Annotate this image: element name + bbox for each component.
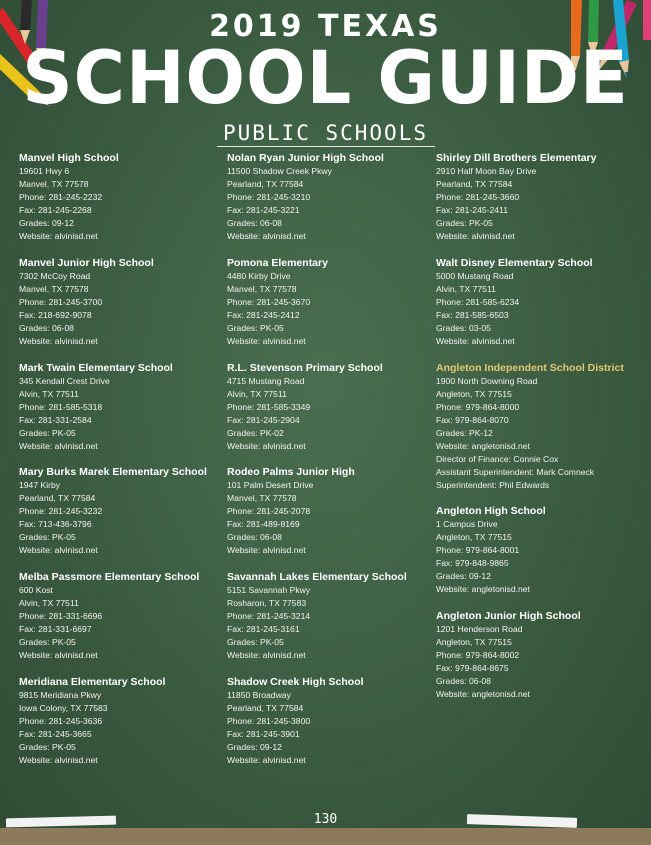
school-detail-line: Website: alvinisd.net bbox=[227, 545, 306, 555]
school-detail-line: Phone: 281-245-3232 bbox=[19, 506, 103, 516]
school-detail-line: Phone: 281-245-3636 bbox=[19, 716, 103, 726]
school-detail-line: Fax: 979-848-9865 bbox=[436, 558, 509, 568]
school-detail-line: Angleton, TX 77515 bbox=[436, 389, 512, 399]
school-name: Meridiana Elementary School bbox=[19, 676, 166, 688]
school-detail-line: Fax: 979-864-8675 bbox=[436, 663, 509, 673]
school-detail-line: Website: alvinisd.net bbox=[227, 755, 306, 765]
school-detail-line: Director of Finance: Connie Cox bbox=[436, 454, 559, 464]
school-detail-line: Fax: 281-245-3161 bbox=[227, 624, 300, 634]
guide-main-title: SCHOOL GUIDE bbox=[22, 34, 629, 122]
school-entry bbox=[19, 675, 224, 767]
school-detail-line: Fax: 281-331-2584 bbox=[19, 415, 92, 425]
school-detail-line: Fax: 281-245-3901 bbox=[227, 729, 300, 739]
school-name: Manvel High School bbox=[19, 152, 119, 164]
school-entry bbox=[436, 151, 641, 243]
school-detail-line: Phone: 281-245-2232 bbox=[19, 192, 103, 202]
school-detail-line: Phone: 281-585-3349 bbox=[227, 402, 311, 412]
school-detail-line: Fax: 979-864-8070 bbox=[436, 415, 509, 425]
school-detail-line: Website: angletonisd.net bbox=[436, 441, 530, 451]
school-name: Nolan Ryan Junior High School bbox=[227, 152, 384, 164]
school-detail-line: Angleton, TX 77515 bbox=[436, 532, 512, 542]
school-detail-line: Fax: 713-436-3796 bbox=[19, 519, 92, 529]
school-detail-line: Phone: 979-864-8000 bbox=[436, 402, 520, 412]
school-detail-line: Grades: 06-08 bbox=[227, 532, 282, 542]
school-detail-line: Phone: 281-245-3800 bbox=[227, 716, 311, 726]
school-detail-line: Fax: 281-489-8169 bbox=[227, 519, 300, 529]
school-entry bbox=[227, 361, 432, 453]
school-name: Melba Passmore Elementary School bbox=[19, 571, 200, 583]
page-number: 130 bbox=[313, 812, 338, 827]
school-detail-line: Website: alvinisd.net bbox=[19, 441, 98, 451]
school-detail-line: 101 Palm Desert Drive bbox=[227, 480, 314, 490]
school-detail-line: Website: alvinisd.net bbox=[19, 755, 98, 765]
school-detail-line: Alvin, TX 77511 bbox=[19, 598, 79, 608]
school-detail-line: Iowa Colony, TX 77583 bbox=[19, 703, 108, 713]
school-entry bbox=[227, 465, 432, 557]
school-name: Mark Twain Elementary School bbox=[19, 362, 173, 374]
school-detail-line: Phone: 281-245-3214 bbox=[227, 611, 311, 621]
school-detail-line: Manvel, TX 77578 bbox=[19, 179, 89, 189]
school-detail-line: 5151 Savannah Pkwy bbox=[227, 585, 311, 595]
school-name: Rodeo Palms Junior High bbox=[227, 466, 355, 478]
school-detail-line: Website: alvinisd.net bbox=[19, 545, 98, 555]
school-detail-line: Phone: 281-331-6696 bbox=[19, 611, 103, 621]
school-detail-line: Manvel, TX 77578 bbox=[227, 284, 297, 294]
school-detail-line: Rosharon, TX 77583 bbox=[227, 598, 307, 608]
school-detail-line: Assistant Superintendent: Mark Comneck bbox=[436, 467, 595, 477]
school-detail-line: Grades: 09-12 bbox=[19, 218, 74, 228]
school-name: R.L. Stevenson Primary School bbox=[227, 362, 383, 374]
school-detail-line: 1900 North Downing Road bbox=[436, 376, 538, 386]
school-detail-line: Alvin, TX 77511 bbox=[227, 389, 287, 399]
school-entry bbox=[19, 361, 224, 453]
school-detail-line: Website: alvinisd.net bbox=[19, 650, 98, 660]
school-detail-line: Manvel, TX 77578 bbox=[227, 493, 297, 503]
school-detail-line: Website: alvinisd.net bbox=[436, 336, 515, 346]
school-detail-line: Fax: 281-245-3665 bbox=[19, 729, 92, 739]
school-detail-line: Fax: 281-245-2412 bbox=[227, 310, 300, 320]
school-detail-line: Grades: PK-02 bbox=[227, 428, 284, 438]
school-entry bbox=[227, 570, 432, 662]
school-detail-line: 1 Campus Drive bbox=[436, 519, 498, 529]
school-entry bbox=[436, 609, 641, 701]
school-detail-line: Fax: 281-331-6697 bbox=[19, 624, 92, 634]
school-detail-line: 1947 Kirby bbox=[19, 480, 61, 490]
school-detail-line: Phone: 979-864-8002 bbox=[436, 650, 520, 660]
school-detail-line: 600 Kost bbox=[19, 585, 53, 595]
school-detail-line: Grades: PK-05 bbox=[227, 637, 284, 647]
school-detail-line: 9815 Meridiana Pkwy bbox=[19, 690, 102, 700]
school-detail-line: Grades: PK-05 bbox=[19, 428, 76, 438]
school-detail-line: Manvel, TX 77578 bbox=[19, 284, 89, 294]
school-entry bbox=[227, 675, 432, 767]
school-detail-line: Website: angletonisd.net bbox=[436, 689, 530, 699]
school-detail-line: Website: alvinisd.net bbox=[19, 231, 98, 241]
school-detail-line: Fax: 281-245-2268 bbox=[19, 205, 92, 215]
school-detail-line: Pearland, TX 77584 bbox=[227, 179, 304, 189]
school-entry bbox=[19, 151, 224, 243]
school-detail-line: Alvin, TX 77511 bbox=[19, 389, 79, 399]
school-detail-line: Grades: 09-12 bbox=[227, 742, 282, 752]
school-detail-line: Pearland, TX 77584 bbox=[227, 703, 304, 713]
school-detail-line: 7302 McCoy Road bbox=[19, 271, 91, 281]
school-detail-line: Website: alvinisd.net bbox=[436, 231, 515, 241]
guide-year-title: 2019 TEXAS bbox=[209, 9, 442, 44]
school-detail-line: Website: alvinisd.net bbox=[227, 231, 306, 241]
school-detail-line: 11500 Shadow Creek Pkwy bbox=[227, 166, 332, 176]
school-detail-line: Website: angletonisd.net bbox=[436, 584, 530, 594]
school-detail-line: Fax: 281-245-2411 bbox=[436, 205, 508, 215]
school-entry bbox=[227, 151, 432, 243]
school-entry bbox=[19, 570, 224, 662]
school-detail-line: 2910 Half Moon Bay Drive bbox=[436, 166, 537, 176]
school-detail-line: Grades: PK-05 bbox=[19, 742, 76, 752]
school-detail-line: Grades: PK-05 bbox=[19, 532, 76, 542]
school-detail-line: 345 Kendall Crest Drive bbox=[19, 376, 110, 386]
section-subtitle: PUBLIC SCHOOLS bbox=[222, 121, 428, 145]
school-name: Mary Burks Marek Elementary School bbox=[19, 466, 207, 478]
school-detail-line: Grades: PK-05 bbox=[436, 218, 493, 228]
district-name: Angleton Independent School District bbox=[436, 362, 624, 374]
school-detail-line: Fax: 281-245-2904 bbox=[227, 415, 300, 425]
school-detail-line: Phone: 281-245-2078 bbox=[227, 506, 311, 516]
school-detail-line: 4480 Kirby Drive bbox=[227, 271, 291, 281]
school-detail-line: Phone: 281-245-3700 bbox=[19, 297, 103, 307]
school-detail-line: Grades: PK-05 bbox=[227, 323, 284, 333]
school-detail-line: Phone: 281-245-3660 bbox=[436, 192, 520, 202]
school-name: Angleton Junior High School bbox=[436, 610, 581, 622]
school-detail-line: Pearland, TX 77584 bbox=[436, 179, 513, 189]
school-detail-line: Phone: 281-585-6234 bbox=[436, 297, 520, 307]
school-detail-line: Grades: 03-05 bbox=[436, 323, 491, 333]
school-detail-line: Fax: 218-692-9078 bbox=[19, 310, 92, 320]
school-name: Angleton High School bbox=[436, 505, 546, 517]
school-detail-line: Phone: 281-585-5318 bbox=[19, 402, 103, 412]
chalkboard-ledge bbox=[0, 828, 651, 845]
school-detail-line: Phone: 281-245-3670 bbox=[227, 297, 311, 307]
school-detail-line: Fax: 281-585-6503 bbox=[436, 310, 509, 320]
school-detail-line: Website: alvinisd.net bbox=[227, 441, 306, 451]
school-name: Savannah Lakes Elementary School bbox=[227, 571, 407, 583]
school-detail-line: Website: alvinisd.net bbox=[227, 650, 306, 660]
school-detail-line: Grades: PK-12 bbox=[436, 428, 493, 438]
school-name: Walt Disney Elementary School bbox=[436, 257, 593, 269]
school-detail-line: Website: alvinisd.net bbox=[227, 336, 306, 346]
school-detail-line: 5000 Mustang Road bbox=[436, 271, 514, 281]
school-name: Shadow Creek High School bbox=[227, 676, 364, 688]
school-detail-line: Alvin, TX 77511 bbox=[436, 284, 496, 294]
school-entry bbox=[436, 504, 641, 596]
school-detail-line: Pearland, TX 77584 bbox=[19, 493, 96, 503]
school-detail-line: Grades: 06-08 bbox=[19, 323, 74, 333]
school-name: Manvel Junior High School bbox=[19, 257, 154, 269]
school-detail-line: Fax: 281-245-3221 bbox=[227, 205, 300, 215]
school-detail-line: 4715 Mustang Road bbox=[227, 376, 305, 386]
school-detail-line: Grades: 06-08 bbox=[227, 218, 282, 228]
school-detail-line: Superintendent: Phil Edwards bbox=[436, 480, 550, 490]
school-entry bbox=[19, 465, 224, 557]
school-name: Shirley Dill Brothers Elementary bbox=[436, 152, 597, 164]
school-detail-line: Website: alvinisd.net bbox=[19, 336, 98, 346]
school-entry bbox=[436, 256, 641, 348]
school-name: Pomona Elementary bbox=[227, 257, 328, 269]
school-detail-line: Phone: 979-864-8001 bbox=[436, 545, 520, 555]
school-entry bbox=[227, 256, 432, 348]
school-detail-line: 1201 Henderson Road bbox=[436, 624, 523, 634]
school-detail-line: Grades: 09-12 bbox=[436, 571, 491, 581]
school-entry bbox=[19, 256, 224, 348]
school-detail-line: 11850 Broadway bbox=[227, 690, 291, 700]
school-detail-line: Grades: 06-08 bbox=[436, 676, 491, 686]
school-detail-line: Angleton, TX 77515 bbox=[436, 637, 512, 647]
school-detail-line: Phone: 281-245-3210 bbox=[227, 192, 311, 202]
school-detail-line: Grades: PK-05 bbox=[19, 637, 76, 647]
school-entry bbox=[436, 361, 641, 492]
subtitle-underline bbox=[217, 146, 435, 147]
school-detail-line: 19601 Hwy 6 bbox=[19, 166, 70, 176]
